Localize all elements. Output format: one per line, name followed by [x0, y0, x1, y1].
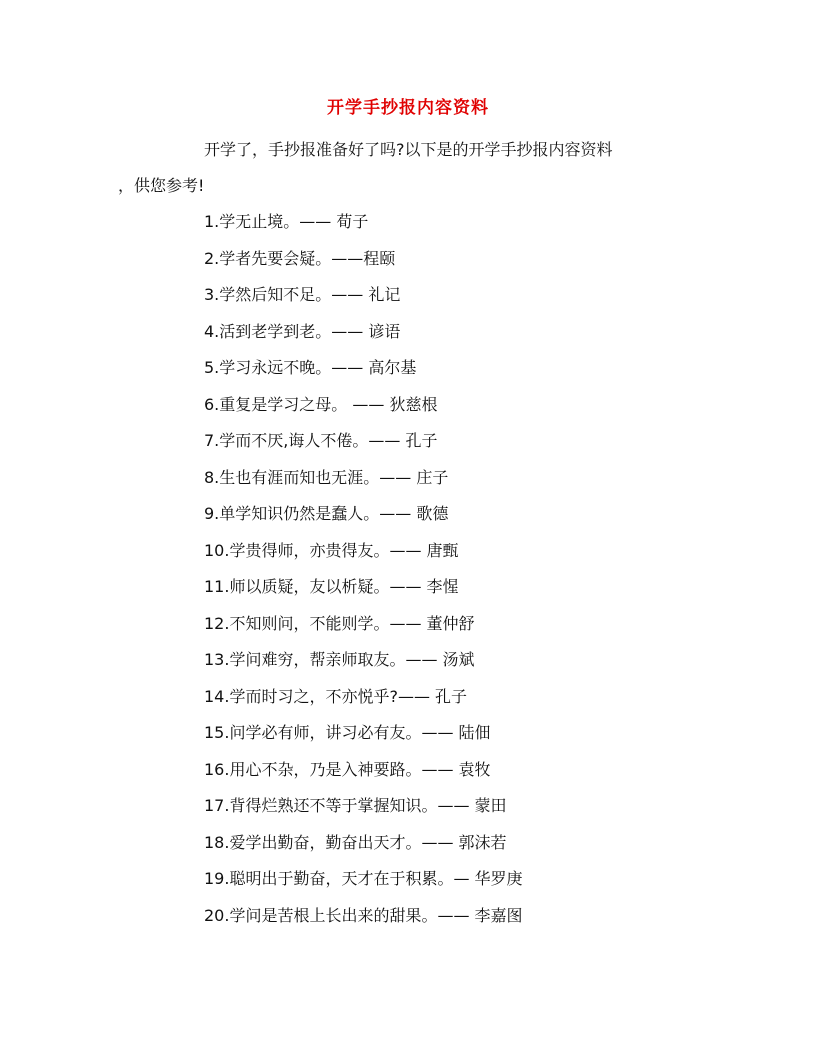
quote-item-3: 3.学然后知不足。—— 礼记 — [204, 285, 401, 304]
quote-item-9: 9.单学知识仍然是蠢人。—— 歌德 — [204, 504, 449, 523]
intro-line-1: 开学了，手抄报准备好了吗?以下是的开学手抄报内容资料 — [204, 140, 613, 159]
quote-item-19: 19.聪明出于勤奋，天才在于积累。— 华罗庚 — [204, 869, 523, 888]
quote-item-18: 18.爱学出勤奋，勤奋出天才。—— 郭沫若 — [204, 832, 507, 852]
intro-line-2: ，供您参考! — [118, 176, 205, 195]
quote-item-4: 4.活到老学到老。—— 谚语 — [204, 321, 401, 341]
quote-item-5: 5.学习永远不晚。—— 高尔基 — [204, 358, 417, 377]
quote-item-14: 14.学而时习之，不亦悦乎?—— 孔子 — [204, 686, 468, 706]
quote-item-6: 6.重复是学习之母。 —— 狄慈根 — [204, 394, 438, 414]
quote-item-1: 1.学无止境。—— 荀子 — [204, 212, 369, 231]
quote-item-2: 2.学者先要会疑。——程颐 — [204, 248, 396, 268]
quote-item-8: 8.生也有涯而知也无涯。—— 庄子 — [204, 467, 449, 487]
quote-item-20: 20.学问是苦根上长出来的甜果。—— 李嘉图 — [204, 905, 523, 925]
quote-item-12: 12.不知则问，不能则学。—— 董仲舒 — [204, 613, 475, 633]
quote-list — [204, 210, 523, 940]
quote-item-11: 11.师以质疑，友以析疑。—— 李惺 — [204, 577, 459, 596]
quote-item-17: 17.背得烂熟还不等于掌握知识。—— 蒙田 — [204, 796, 507, 815]
document-title: 开学手抄报内容资料 — [327, 98, 489, 118]
quote-item-16: 16.用心不杂，乃是入神要路。—— 袁牧 — [204, 759, 491, 779]
quote-item-10: 10.学贵得师，亦贵得友。—— 唐甄 — [204, 540, 459, 560]
quote-item-13: 13.学问难穷，帮亲师取友。—— 汤斌 — [204, 650, 475, 669]
quote-item-7: 7.学而不厌,诲人不倦。—— 孔子 — [204, 431, 438, 450]
quote-item-15: 15.问学必有师，讲习必有友。—— 陆佃 — [204, 723, 491, 742]
